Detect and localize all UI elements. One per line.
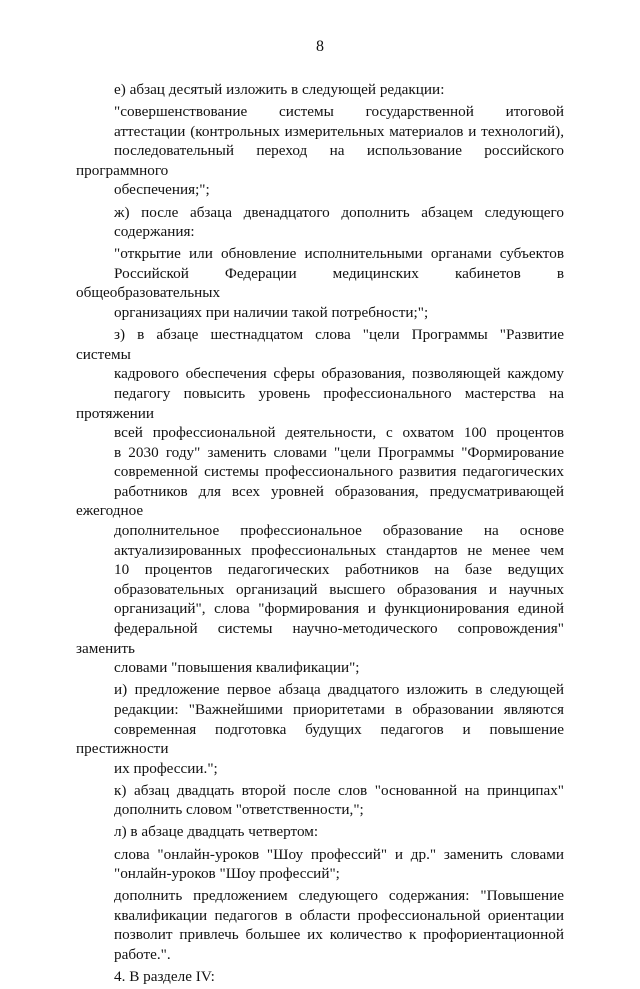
text-line: всей профессиональной деятельности, с охватом 100 процентов: [114, 424, 564, 442]
text-line: последовательный переход на использование российского программного: [76, 142, 564, 179]
paragraph: [76, 967, 564, 987]
paragraph: [76, 102, 564, 200]
text-line: обеспечения;";: [114, 181, 210, 199]
text-line: дополнить предложением следующего содержания: "Повышение: [114, 887, 564, 905]
text-line: "онлайн-уроков "Шоу профессий";: [114, 865, 340, 883]
text-line: их профессии.";: [114, 759, 218, 777]
text-line: федеральной системы научно-методического сопровождения" заменить: [76, 620, 564, 657]
text-line: з) в абзаце шестнадцатом слова "цели Программы "Развитие системы: [76, 326, 564, 363]
text-line: образовательных организаций высшего образования и научных: [114, 580, 564, 598]
text-line: организациях при наличии такой потребности;";: [114, 304, 429, 322]
paragraph: [76, 680, 564, 778]
text-line: работников для всех уровней образования, предусматривающей ежегодное: [76, 482, 564, 520]
text-line: Российской Федерации медицинских кабинетов в общеобразовательных: [76, 264, 564, 302]
page-number: 8: [316, 38, 324, 55]
text-line: дополнить словом "ответственности,";: [114, 801, 364, 819]
paragraph: [76, 781, 564, 820]
text-line: "совершенствование системы государственной итоговой: [114, 103, 564, 121]
text-line: "открытие или обновление исполнительными органами субъектов: [114, 245, 564, 263]
text-line: педагогу повысить уровень профессионального мастерства на протяжении: [76, 384, 564, 422]
document-body: [76, 80, 564, 989]
paragraph: [76, 80, 564, 100]
paragraph: [76, 325, 564, 678]
text-line: редакции: "Важнейшими приоритетами в образовании являются: [114, 700, 564, 718]
text-line: позволит привлечь большее их количество к профориентационной: [114, 926, 564, 944]
text-line: кадрового обеспечения сферы образования, позволяющей каждому: [114, 365, 564, 383]
text-line: 10 процентов педагогических работников на базе ведущих: [114, 561, 564, 579]
text-line: организаций", слова "формирования и функционирования единой: [114, 600, 564, 618]
paragraph: [76, 822, 564, 842]
paragraph: [76, 203, 564, 242]
text-line: к) абзац двадцать второй после слов "основанной на принципах": [114, 781, 564, 799]
text-line: актуализированных профессиональных стандартов не менее чем: [114, 541, 564, 559]
text-line: современная подготовка будущих педагогов и повышение престижности: [76, 720, 564, 758]
text-line: квалификации педагогов в области профессиональной ориентации: [114, 906, 564, 924]
text-line: и) предложение первое абзаца двадцатого изложить в следующей: [114, 681, 564, 699]
text-line: ж) после абзаца двенадцатого дополнить абзацем следующего: [114, 203, 564, 221]
text-line: аттестации (контрольных измерительных материалов и технологий),: [114, 122, 564, 140]
paragraph: [76, 886, 564, 964]
text-line: работе.".: [114, 946, 171, 964]
paragraph: [76, 845, 564, 884]
text-line: л) в абзаце двадцать четвертом:: [114, 823, 319, 841]
text-line: современной системы профессионального развития педагогических: [114, 463, 564, 481]
text-line: слова "онлайн-уроков "Шоу профессий" и др." заменить словами: [114, 845, 564, 863]
text-line: дополнительное профессиональное образование на основе: [114, 522, 564, 540]
text-line: 4. В разделе IV:: [114, 968, 215, 986]
text-line: словами "повышения квалификации";: [114, 659, 360, 677]
text-line: содержания:: [114, 223, 195, 241]
paragraph: [76, 244, 564, 322]
text-line: в 2030 году" заменить словами "цели Программы "Формирование: [114, 443, 564, 461]
text-line: е) абзац десятый изложить в следующей редакции:: [114, 81, 445, 98]
